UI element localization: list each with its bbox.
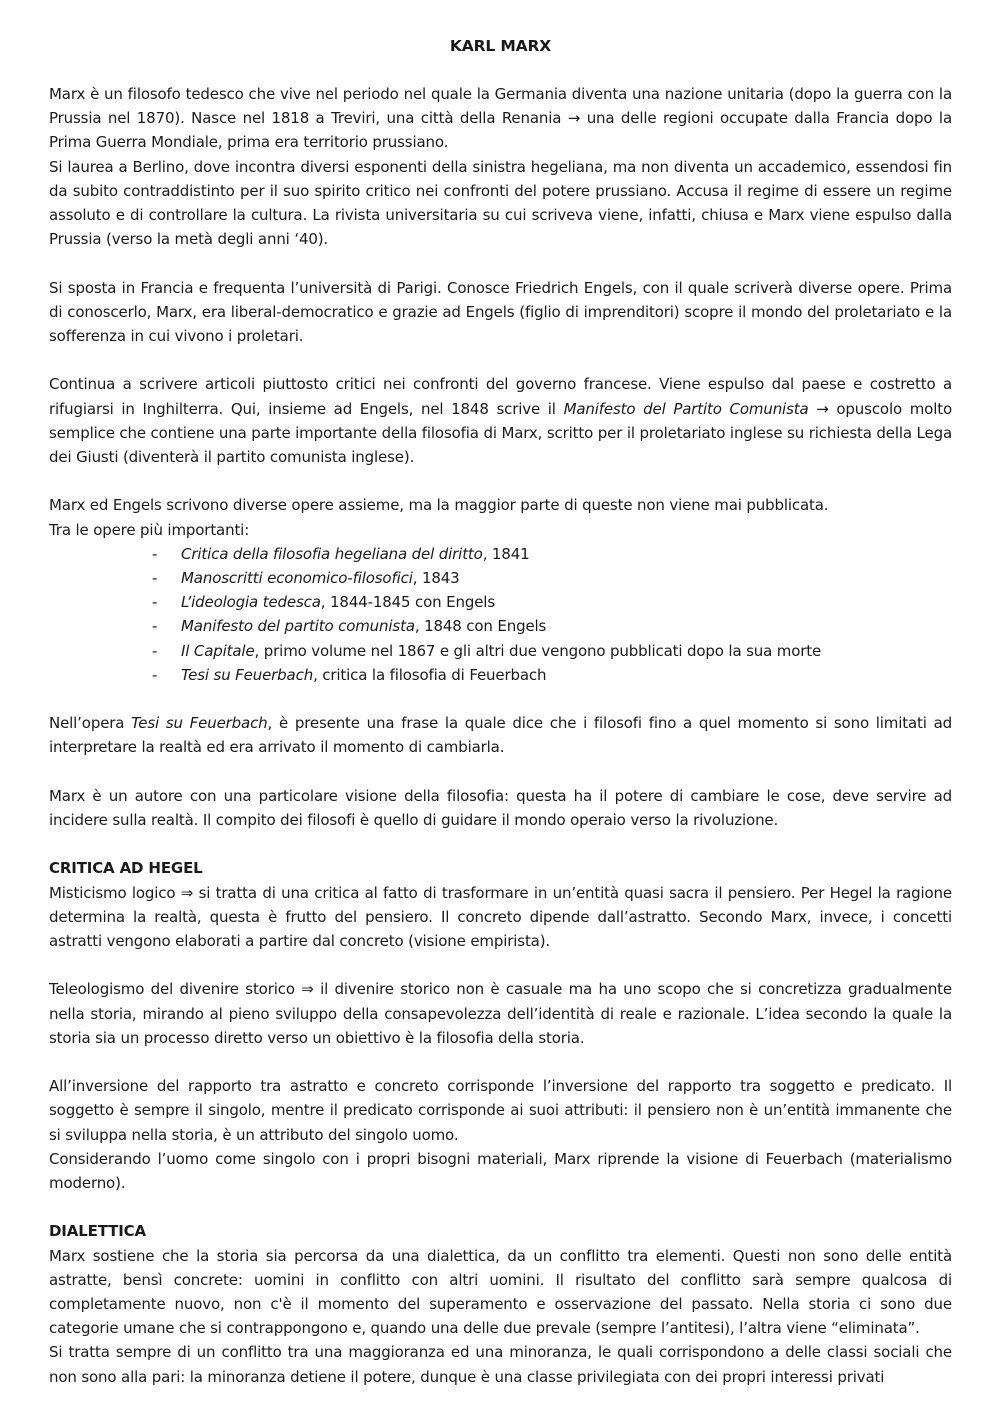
intro-paragraph-5: Marx ed Engels scrivono diverse opere assieme, ma la maggior parte di queste non viene mai pubblicata. <box>49 496 829 515</box>
section-heading-dialettica: DIALETTICA <box>49 1222 146 1241</box>
vision-paragraph: Marx è un autore con una particolare visione della filosofia: questa ha il potere di cambiare le cose, deve servire ad incidere sulla realtà. Il compito dei filosofi è quello di guidare il mondo operaio verso la rivoluzione. <box>49 786 952 830</box>
hegel-paragraph-4: Considerando l’uomo come singolo con i propri bisogni materiali, Marx riprende la visione di Feuerbach (materialismo moderno). <box>49 1149 952 1193</box>
intro-paragraph-4-italic: Manifesto del Partito Comunista <box>563 399 809 418</box>
feuerbach-text-a: Nell’opera <box>49 714 132 733</box>
list-item <box>49 614 952 638</box>
work-detail: , primo volume nel 1867 e gli altri due vengono pubblicati dopo la sua morte <box>254 641 822 660</box>
work-detail: , 1843 <box>412 569 460 588</box>
hegel-paragraph-1: Misticismo logico ⇒ si tratta di una critica al fatto di trasformare in un’entità quasi sacra il pensiero. Per Hegel la ragione determina la realtà, questa è frutto del pensiero. Il concreto dipende dall’astratto. Secondo Marx, invece, i concetti astratti vengono elaborati a partire dal concreto (visione empirista). <box>49 883 952 951</box>
intro-paragraph-2: Si laurea a Berlino, dove incontra diversi esponenti della sinistra hegeliana, ma non diventa un accademico, essendosi fin da subito contraddistinto per il suo spirito critico nei confronti del potere prussiano. Accusa il regime di essere un regime assoluto e di controllare la cultura. La rivista universitaria su cui scriveva viene, infatti, chiusa e Marx viene espulso dalla Prussia (verso la metà degli anni ‘40). <box>49 157 952 249</box>
work-title: Tesi su Feuerbach <box>181 665 314 684</box>
work-title: Il Capitale <box>181 641 255 660</box>
hegel-paragraph-2: Teleologismo del divenire storico ⇒ il divenire storico non è casuale ma ha uno scopo che si concretizza gradualmente nella storia, mirando al pieno sviluppo della consapevolezza dell’identità di reale e razionale. L’idea secondo la quale la storia sia un processo diretto verso un obiettivo è la filosofia della storia. <box>49 980 952 1047</box>
intro-paragraph-4-text-a: Continua a scrivere articoli piuttosto critici nei confronti del governo francese. Viene espulso dal paese e costretto a rifugiarsi in Inghilterra. Qui, insieme ad Engels, nel 1848 scrive il <box>49 375 952 418</box>
list-dash: - <box>152 617 158 636</box>
list-dash: - <box>152 544 158 563</box>
list-dash: - <box>152 641 158 660</box>
work-title: Critica della filosofia hegeliana del diritto <box>181 544 483 563</box>
work-title: L’ideologia tedesca <box>181 593 321 612</box>
list-dash: - <box>152 569 158 588</box>
work-title: Manifesto del partito comunista <box>181 617 415 636</box>
work-detail: , 1841 <box>482 544 530 563</box>
section-heading-hegel: CRITICA AD HEGEL <box>49 859 203 878</box>
intro-paragraph-4 <box>49 372 952 469</box>
feuerbach-text-b: , è presente una frase la quale dice che i filosofi fino a quel momento si sono limitati ad interpretare la realtà ed era arrivato il momento di cambiarla. <box>49 714 952 757</box>
document-title: KARL MARX <box>449 37 552 55</box>
list-item <box>49 542 952 566</box>
intro-paragraph-6: Tra le opere più importanti: <box>49 520 250 539</box>
hegel-paragraph-3: All’inversione del rapporto tra astratto e concreto corrisponde l’inversione del rapporto tra soggetto e predicato. Il soggetto è sempre il singolo, mentre il predicato corrisponde ai suoi attributi: il pensiero non è un’entità immanente che si sviluppa nella storia, è un attributo del singolo uomo. <box>49 1077 952 1144</box>
work-detail: , critica la filosofia di Feuerbach <box>313 665 547 684</box>
work-detail: , 1844-1845 con Engels <box>320 593 495 612</box>
works-list <box>49 542 952 687</box>
dialettica-paragraph-1: Marx sostiene che la storia sia percorsa da una dialettica, da un conflitto tra elementi. Questi non sono delle entità astratte, bensì concrete: uomini in conflitto con altri uomini. Il risultato del conflitto sarà sempre qualcosa di completamente nuovo, non c'è il momento del superamento e osservazione del passato. Nella storia ci sono due categorie umane che si contrappongono e, quando una delle due prevale (sempre l’antitesi), l’altra viene “eliminata”. <box>49 1246 952 1338</box>
dialettica-paragraph-2: Si tratta sempre di un conflitto tra una maggioranza ed una minoranza, le quali corrispondono a delle classi sociali che non sono alla pari: la minoranza detiene il potere, dunque è una classe privilegiata con dei propri interessi privati <box>49 1343 952 1386</box>
list-item <box>49 566 952 590</box>
list-item <box>49 663 952 687</box>
list-item <box>49 639 952 663</box>
intro-paragraph-1: Marx è un filosofo tedesco che vive nel periodo nel quale la Germania diventa una nazione unitaria (dopo la guerra con la Prussia nel 1870). Nasce nel 1818 a Treviri, una città della Renania → una delle regioni occupate dalla Francia dopo la Prima Guerra Mondiale, prima era territorio prussiano. <box>49 85 952 152</box>
intro-paragraph-3: Si sposta in Francia e frequenta l’università di Parigi. Conosce Friedrich Engels, con il quale scriverà diverse opere. Prima di conoscerlo, Marx, era liberal-democratico e grazie ad Engels (figlio di imprenditori) scopre il mondo del proletariato e la sofferenza in cui vivono i proletari. <box>49 278 952 346</box>
list-item <box>49 590 952 614</box>
list-dash: - <box>152 665 158 684</box>
feuerbach-paragraph <box>49 711 952 759</box>
feuerbach-italic: Tesi su Feuerbach <box>131 714 268 733</box>
work-detail: , 1848 con Engels <box>414 617 547 636</box>
list-dash: - <box>152 593 158 612</box>
work-title: Manoscritti economico-filosofici <box>181 569 413 588</box>
intro-paragraph-4-text-b: → opuscolo molto semplice che contiene una parte importante della filosofia di Marx, scritto per il proletariato inglese su richiesta della Lega dei Giusti (diventerà il partito comunista inglese). <box>49 399 952 467</box>
document-page <box>49 34 952 1389</box>
